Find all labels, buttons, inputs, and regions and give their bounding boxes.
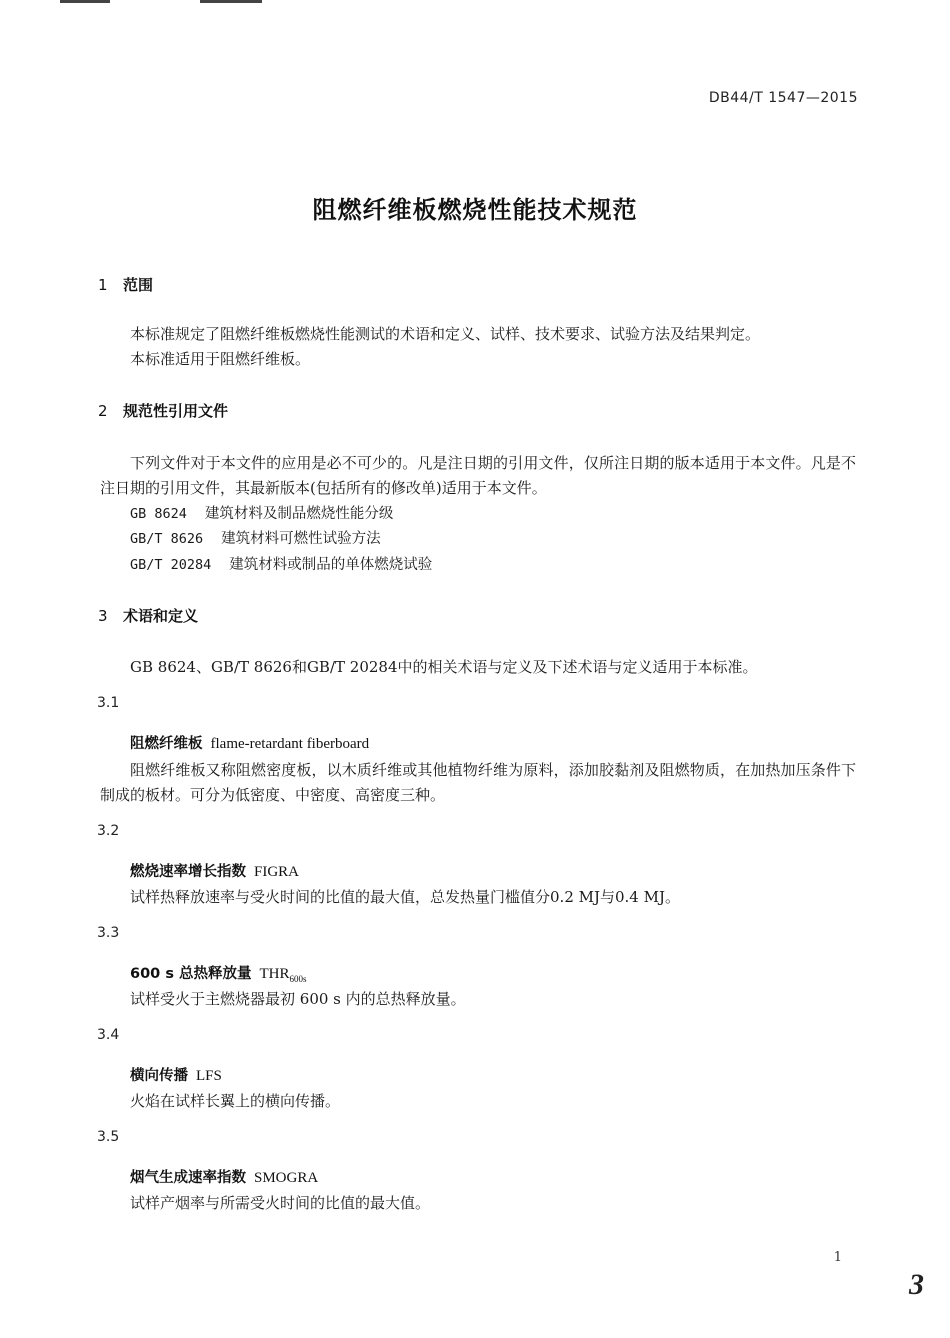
term-definition: 火焰在试样长翼上的横向传播。 [130,1092,341,1110]
reference-name: 建筑材料或制品的单体燃烧试验 [229,557,433,573]
reference-name: 建筑材料及制品燃烧性能分级 [204,506,394,522]
document-title: 阻燃纤维板燃烧性能技术规范 [312,196,638,224]
scan-artifact [200,0,262,3]
term-heading [130,860,299,881]
term-name-zh: 烟气生成速率指数 [130,1170,246,1186]
reference-code: GB/T 8626 [130,531,204,547]
term-heading [130,1064,222,1085]
section-title: 规范性引用文件 [123,402,229,420]
reference-name: 建筑材料可燃性试验方法 [221,531,381,547]
term-name-en: SMOGRA [254,1170,319,1186]
section-heading-terms-definitions [98,605,198,626]
term-symbol: THR [259,966,290,982]
paragraph: 本标准规定了阻燃纤维板燃烧性能测试的术语和定义、试样、技术要求、试验方法及结果判定。 [130,325,761,343]
page-number: 1 [833,1250,842,1265]
term-name-zh: 阻燃纤维板 [130,736,203,752]
term-number: 3.5 [97,1129,120,1145]
term-name-zh: 燃烧速率增长指数 [130,864,246,880]
reference-item [130,527,381,548]
corner-page-number: 3 [909,1268,924,1301]
section-number: 3 [98,607,108,625]
term-definition: 阻燃纤维板又称阻燃密度板，以木质纤维或其他植物纤维为原料，添加胶黏剂及阻燃物质，在加热加压条件下制成的板材。可分为低密度、中密度、高密度三种。 [100,761,856,804]
term-heading [130,1166,318,1187]
term-number: 3.3 [97,925,120,941]
section-heading-scope [98,274,153,295]
section-heading-normative-references [98,400,228,421]
term-definition: 试样产烟率与所需受火时间的比值的最大值。 [130,1194,431,1212]
term-symbol-subscript: 600s [289,974,307,984]
section-title: 范围 [123,276,154,294]
reference-item [130,502,393,523]
term-name-en [260,966,307,982]
term-heading [130,962,307,984]
term-number: 3.1 [97,695,120,711]
reference-code: GB 8624 [130,506,187,522]
term-heading [130,732,369,753]
term-name-zh: 600 s 总热释放量 [130,966,252,982]
section-number: 2 [98,402,108,420]
standard-code: DB44/T 1547—2015 [708,90,858,106]
term-name-en: FIGRA [254,864,300,880]
term-number: 3.4 [97,1027,120,1043]
scan-artifact [60,0,110,3]
paragraph: GB 8624、GB/T 8626和GB/T 20284中的相关术语与定义及下述术语与定义适用于本标准。 [130,658,758,676]
term-name-en: flame-retardant fiberboard [210,736,370,752]
section-number: 1 [98,276,108,294]
reference-code: GB/T 20284 [130,557,212,573]
paragraph: 本标准适用于阻燃纤维板。 [130,350,311,368]
term-definition: 试样热释放速率与受火时间的比值的最大值，总发热量门槛值分0.2 MJ与0.4 MJ。 [130,888,680,906]
paragraph: 下列文件对于本文件的应用是必不可少的。凡是注日期的引用文件，仅所注日期的版本适用于本文件。凡是不注日期的引用文件，其最新版本(包括所有的修改单)适用于本文件。 [100,454,856,497]
term-name-en: LFS [196,1068,222,1084]
reference-item [130,553,432,574]
term-number: 3.2 [97,823,120,839]
section-title: 术语和定义 [123,607,199,625]
term-name-zh: 横向传播 [130,1068,188,1084]
term-definition: 试样受火于主燃烧器最初 600 s 内的总热释放量。 [130,990,466,1008]
